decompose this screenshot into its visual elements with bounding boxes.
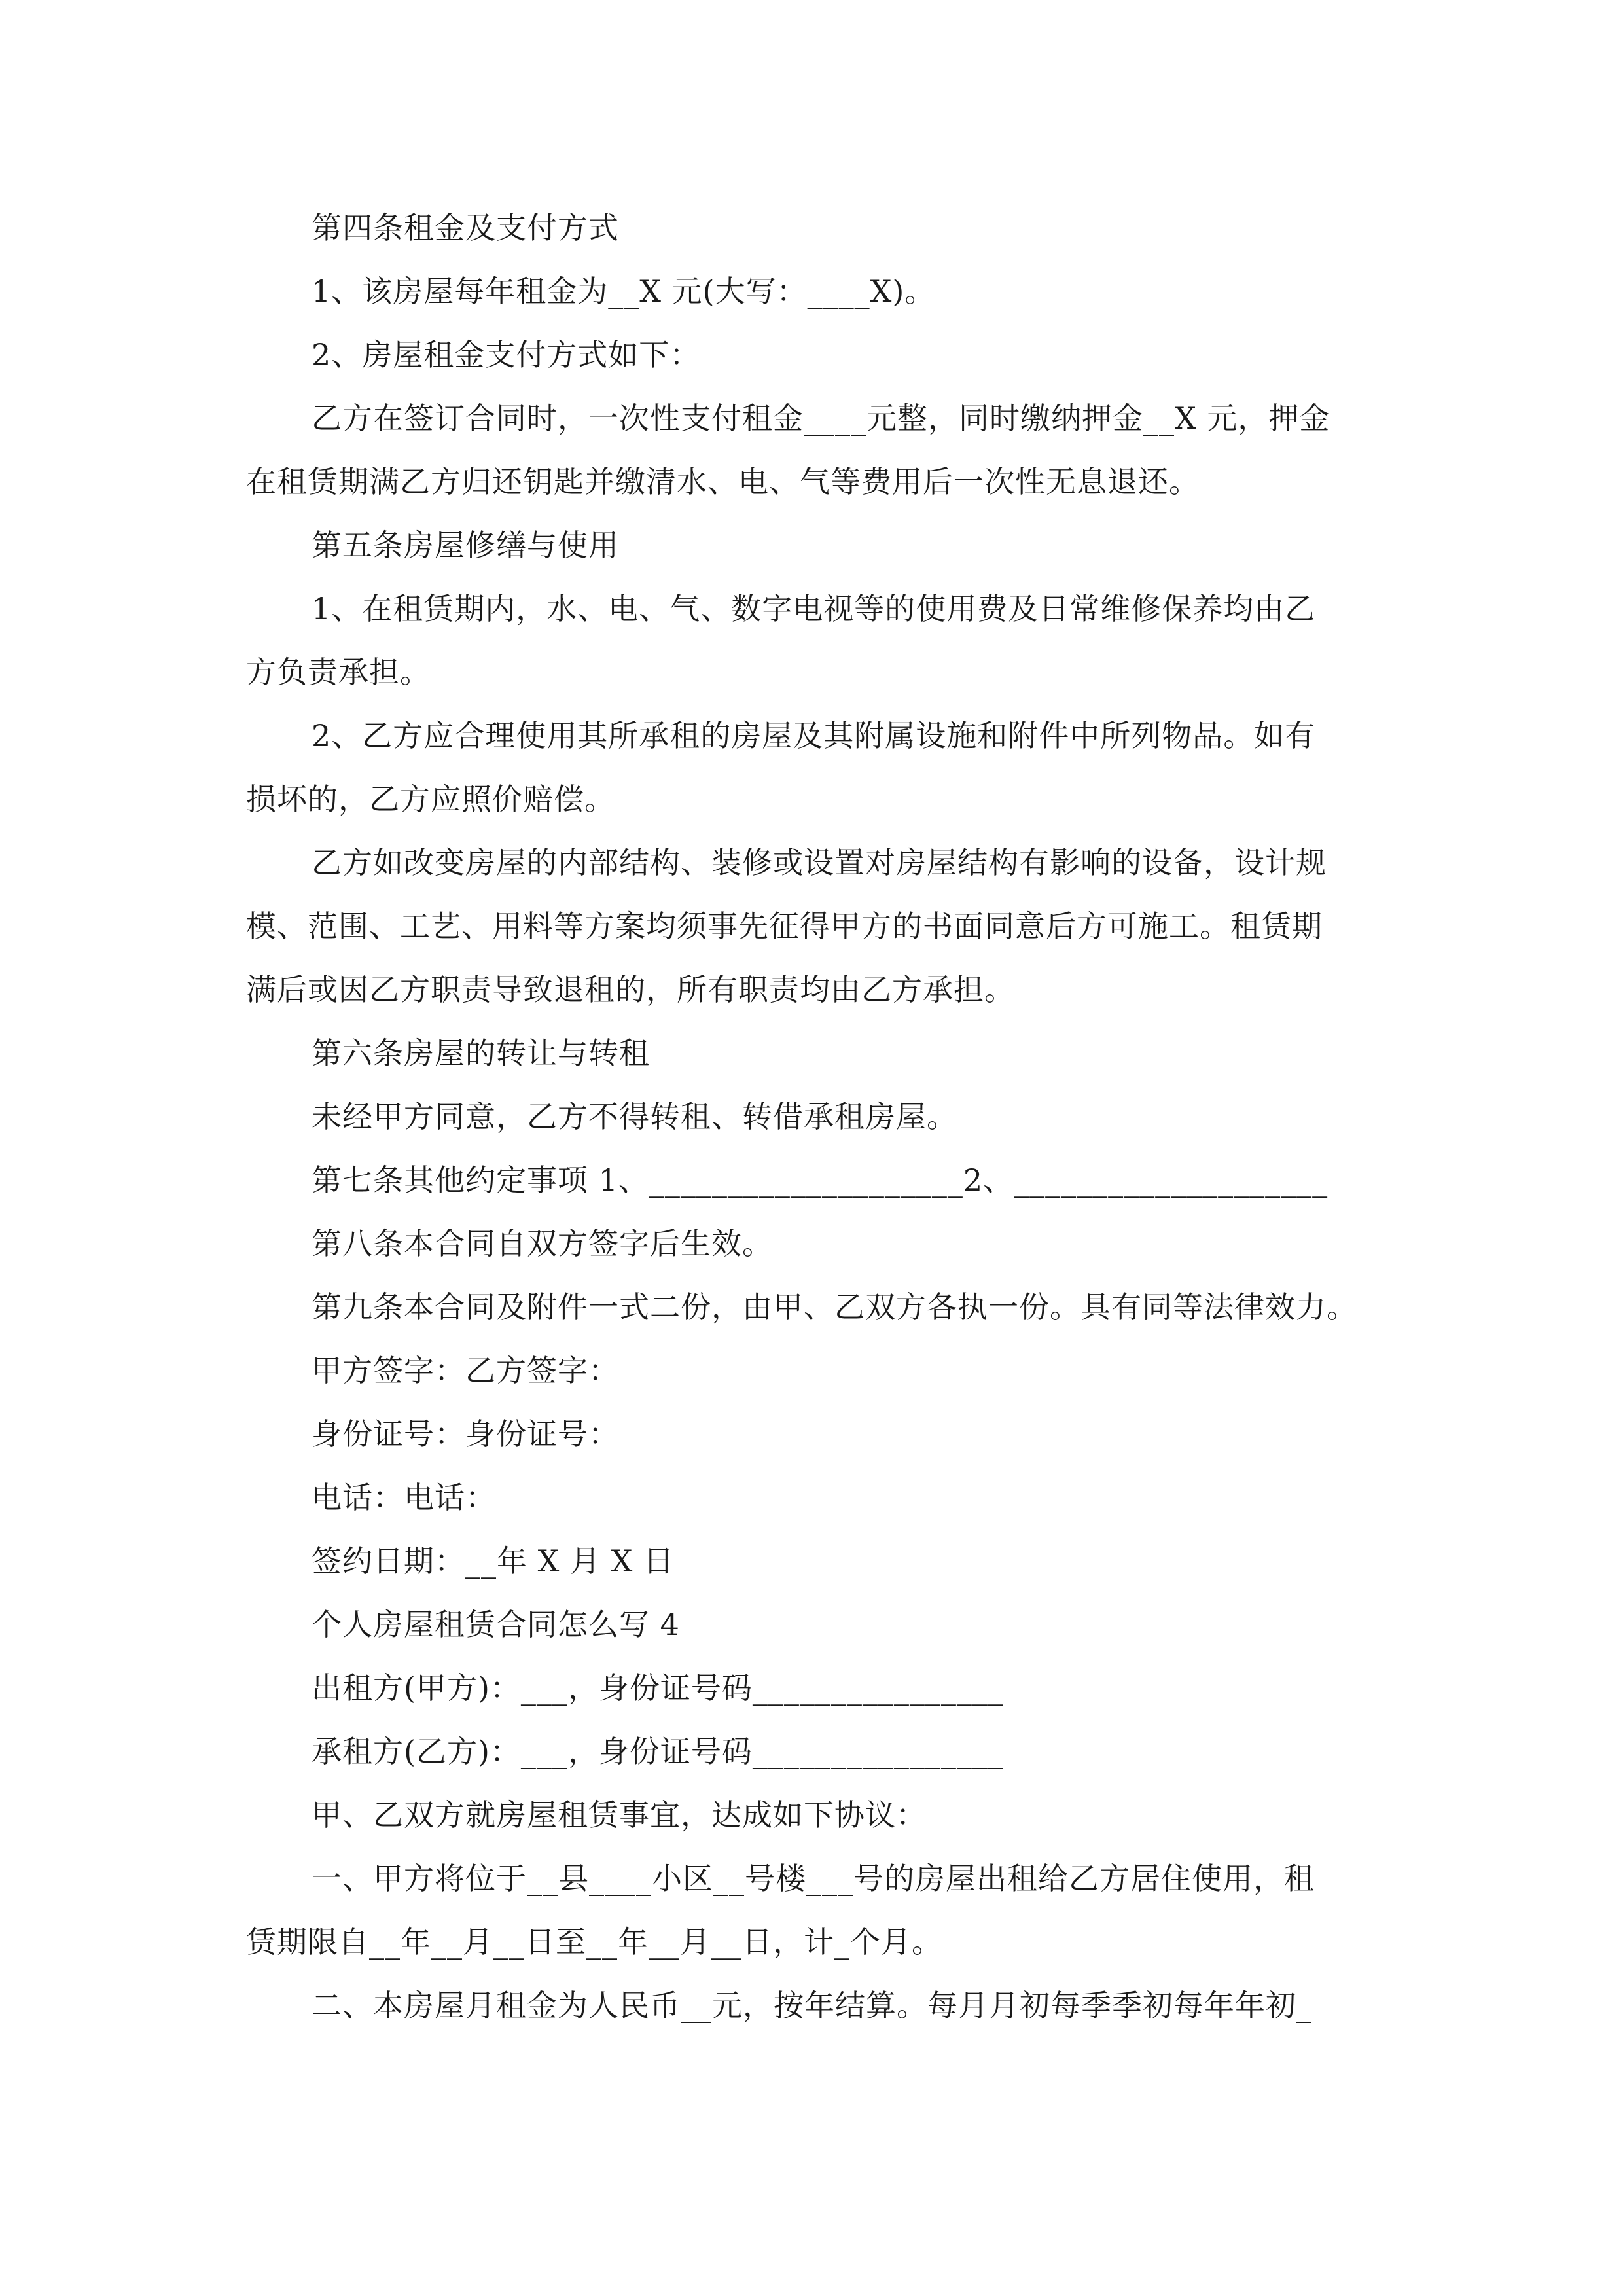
paragraph-line: 满后或因乙方职责导致退租的，所有职责均由乙方承担。 [246,972,1015,1007]
paragraph-line: 乙方在签订合同时，一次性支付租金____元整，同时缴纳押金__X 元，押金 [312,401,1330,436]
paragraph-line: 2、乙方应合理使用其所承租的房屋及其附属设施和附件中所列物品。如有 [312,718,1316,753]
section-heading-copies: 第九条本合同及附件一式二份，由甲、乙双方各执一份。具有同等法律效力。 [312,1289,1357,1325]
section-heading-rent: 第四条租金及支付方式 [312,210,619,245]
paragraph-line: 2、房屋租金支付方式如下： [312,337,701,372]
signature-line: 甲方签字：乙方签字： [312,1353,619,1388]
paragraph-line: 1、在租赁期内，水、电、气、数字电视等的使用费及日常维修保养均由乙 [312,591,1316,626]
paragraph-line: 赁期限自__年__月__日至__年__月__日，计_个月。 [246,1924,942,1960]
document-body [246,196,1378,2037]
paragraph-line: 一、甲方将位于__县____小区__号楼___号的房屋出租给乙方居住使用，租 [312,1861,1315,1896]
paragraph-line: 在租赁期满乙方归还钥匙并缴清水、电、气等费用后一次性无息退还。 [246,464,1200,499]
sign-date-line: 签约日期：__年 X 月 X 日 [312,1543,674,1579]
paragraph-line: 方负责承担。 [246,655,431,690]
phone-line: 电话：电话： [312,1480,496,1515]
id-number-line: 身份证号：身份证号： [312,1416,619,1452]
section-heading-other: 第七条其他约定事项 1、____________________2、____________________ [312,1162,1329,1198]
paragraph-line: 二、本房屋月租金为人民币__元，按年结算。每月月初每季季初每年年初_ [312,1988,1312,2023]
section-heading-effect: 第八条本合同自双方签字后生效。 [312,1226,773,1261]
paragraph-line: 1、该房屋每年租金为__X 元(大写：____X)。 [312,274,936,309]
section-heading-sublease: 第六条房屋的转让与转租 [312,1035,650,1071]
paragraph-line: 损坏的，乙方应照价赔偿。 [246,781,615,817]
paragraph-line: 乙方如改变房屋的内部结构、装修或设置对房屋结构有影响的设备，设计规 [312,845,1327,880]
paragraph-line: 未经甲方同意，乙方不得转租、转借承租房屋。 [312,1099,957,1134]
lessor-line: 出租方(甲方)：___，身份证号码________________ [312,1670,1004,1706]
document-title-4: 个人房屋租赁合同怎么写 4 [312,1607,680,1642]
paragraph-line: 模、范围、工艺、用料等方案均须事先征得甲方的书面同意后方可施工。租赁期 [246,908,1323,944]
section-heading-repair: 第五条房屋修缮与使用 [312,528,619,563]
paragraph-line: 甲、乙双方就房屋租赁事宜，达成如下协议： [312,1797,927,1833]
lessee-line: 承租方(乙方)：___，身份证号码________________ [312,1734,1004,1769]
